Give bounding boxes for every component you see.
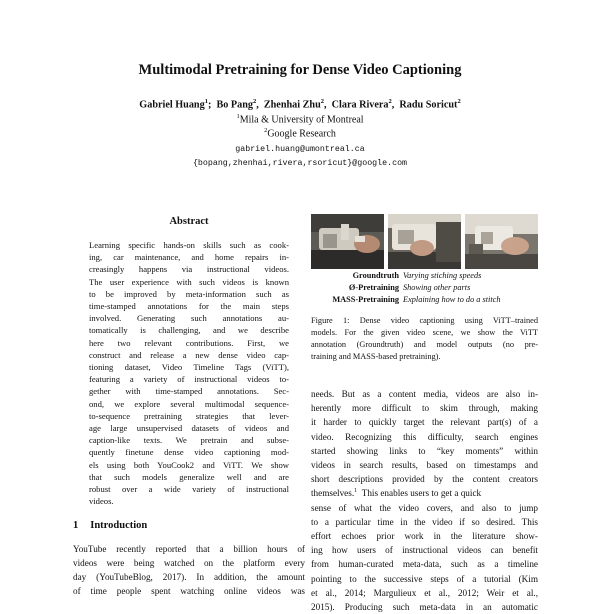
author-name: Bo Pang	[216, 99, 253, 111]
body-line: 2015). Producing such meta-data in an automatic	[311, 602, 538, 613]
abstract-line: caption-like texts. We pretrain and subse-	[89, 435, 289, 446]
video-frame-1	[311, 214, 384, 269]
abstract-line: featuring a variety of instructional videos to-	[89, 374, 289, 385]
author-affiliation-mark: 1	[204, 98, 208, 105]
abstract-line: to be improved by meta-information such as	[89, 288, 289, 299]
abstract-line: tioning dataset, Video Timeline Tags (ViTT),	[89, 362, 289, 373]
author-name: Clara Rivera	[331, 99, 389, 111]
body-line: video. Recognizing this difficulty, search engines	[311, 431, 538, 442]
body-line-fragment: themselves.	[311, 488, 355, 499]
figure-video-frames	[311, 214, 538, 269]
abstract-line: ing, car maintenance, and home repairs in-	[89, 252, 289, 263]
body-line: started showing links to “key moments” within	[311, 445, 538, 456]
abstract-line: robust over a wide variety of instructional	[89, 484, 289, 495]
caption-line: annotation (Groundtruth) and model outputs (no pre-	[311, 339, 538, 349]
body-line: it harder to quickly target the relevant part(s) of a	[311, 417, 538, 428]
author-affiliation-mark: 2	[252, 98, 257, 105]
body-line: to a particular time in the video if so desired. This	[311, 516, 538, 527]
figure-row-text: Showing other parts	[403, 283, 471, 292]
body-line: needs. But as a content media, videos are also in-	[311, 389, 538, 399]
video-frame-2	[388, 214, 461, 269]
figure-row-text: Explaining how to do a stitch	[403, 295, 501, 304]
abstract-line: creasingly happens via instructional videos.	[89, 264, 289, 275]
abstract-line: els using both YouCook2 and ViTT. We show	[89, 459, 289, 470]
body-line: pointing to the successive steps of a tutorial (Kim	[311, 573, 538, 584]
caption-line: Figure 1: Dense video captioning using ViTT–trained	[311, 316, 538, 325]
intro-line: of time people spent watching online videos was	[73, 586, 305, 596]
abstract-line: gether with time-stamped annotations. Sec-	[89, 386, 289, 397]
affiliation-name: Google Research	[267, 128, 336, 140]
paper-title: Multimodal Pretraining for Dense Video Captioning	[138, 62, 462, 78]
section-heading-introduction	[73, 520, 147, 531]
author-separator: ,	[324, 99, 330, 111]
affiliation-mark: 1	[236, 113, 240, 120]
author-separator: ,	[256, 99, 262, 111]
abstract-line: quently finetune dense video captioning mod-	[89, 447, 289, 458]
right-column-body	[311, 387, 538, 614]
abstract-line: here two relevant contributions. First, we	[89, 337, 289, 348]
body-line: videos in search results, based on timestamps and	[311, 460, 538, 471]
author-name: Gabriel Huang	[139, 99, 205, 111]
author-list	[0, 98, 600, 110]
affiliation-1	[0, 113, 600, 125]
abstract-line: to-sequence pretraining strategies that lever-	[89, 410, 289, 421]
abstract-line: Learning specific hands-on skills such as cook-	[89, 240, 289, 250]
figure-row-label: Groundtruth	[352, 271, 399, 280]
affiliation-name: Mila & University of Montreal	[239, 114, 364, 126]
section-number: 1	[73, 520, 79, 531]
body-line: ing how users of instructional videos can benefit	[311, 545, 538, 556]
author-affiliation-mark: 2	[320, 98, 325, 105]
abstract-line: that such models generalize well and are	[89, 471, 289, 482]
intro-line: day (YouTubeBlog, 2017). In addition, the amount	[73, 572, 305, 582]
email-2: {bopang,zhenhai,rivera,rsoricut}@google.com	[192, 159, 408, 168]
caption-line: training and MASS-based pretraining).	[311, 351, 441, 361]
caption-line: models. For the given video scene, we show the ViTT	[311, 327, 538, 337]
footnote-mark: 1	[354, 488, 358, 495]
affiliation-2	[0, 127, 600, 139]
intro-line: YouTube recently reported that a billion hours of	[73, 544, 305, 554]
author-affiliation-mark: 2	[457, 98, 461, 105]
affiliation-mark: 2	[264, 127, 268, 134]
abstract-line: tomatically is challenging, and we describe	[89, 325, 289, 336]
body-line: effort echoes prior work in the literature show-	[311, 531, 538, 542]
figure-row-text: Varying stiching speeds	[403, 271, 482, 280]
intro-line: videos were being watched on the platform every	[73, 558, 305, 568]
email-1: gabriel.huang@umontreal.ca	[235, 145, 365, 154]
figure-caption	[311, 315, 538, 363]
body-line	[311, 486, 538, 500]
figure-row-no-pretraining	[0, 283, 600, 294]
author-name: Radu Soricut	[399, 99, 458, 111]
abstract-line: construct and release a new dense video cap-	[89, 349, 289, 360]
abstract-line: age large unsupervised datasets of videos and	[89, 423, 289, 434]
figure-row-groundtruth	[0, 271, 600, 282]
abstract-line: ond, we explore several multimodal sequence-	[89, 398, 289, 409]
author-separator: ,	[391, 99, 397, 111]
body-line: et al., 2014; Margulieux et al., 2012; Weir et al.,	[311, 587, 538, 598]
body-line: from human-curated meta-data, such as a timeline	[311, 559, 538, 570]
body-line: sense of what the video covers, and also to jump	[311, 502, 538, 513]
author-separator: ;	[207, 99, 214, 111]
section-title: Introduction	[90, 520, 148, 531]
abstract-heading: Abstract	[169, 216, 209, 227]
video-frame-3	[465, 214, 538, 269]
body-line-fragment: This enables users to get a quick	[361, 488, 482, 499]
body-line: herently more difficult to skim through, making	[311, 403, 538, 414]
abstract-line: The user experience with such videos is known	[89, 276, 289, 287]
abstract-line: videos.	[89, 496, 114, 507]
body-line: short descriptions provided by the content creators	[311, 474, 538, 485]
author-name: Zhenhai Zhu	[263, 99, 321, 111]
figure-row-label: Ø-Pretraining	[348, 283, 399, 292]
abstract-line: time-stamped annotations for the main steps	[89, 301, 289, 312]
figure-row-label: MASS-Pretraining	[332, 295, 399, 304]
author-affiliation-mark: 2	[388, 98, 392, 105]
figure-row-mass-pretraining	[0, 295, 600, 306]
abstract-line: involved. Generating such annotations au-	[89, 313, 289, 324]
introduction-body	[73, 542, 305, 598]
